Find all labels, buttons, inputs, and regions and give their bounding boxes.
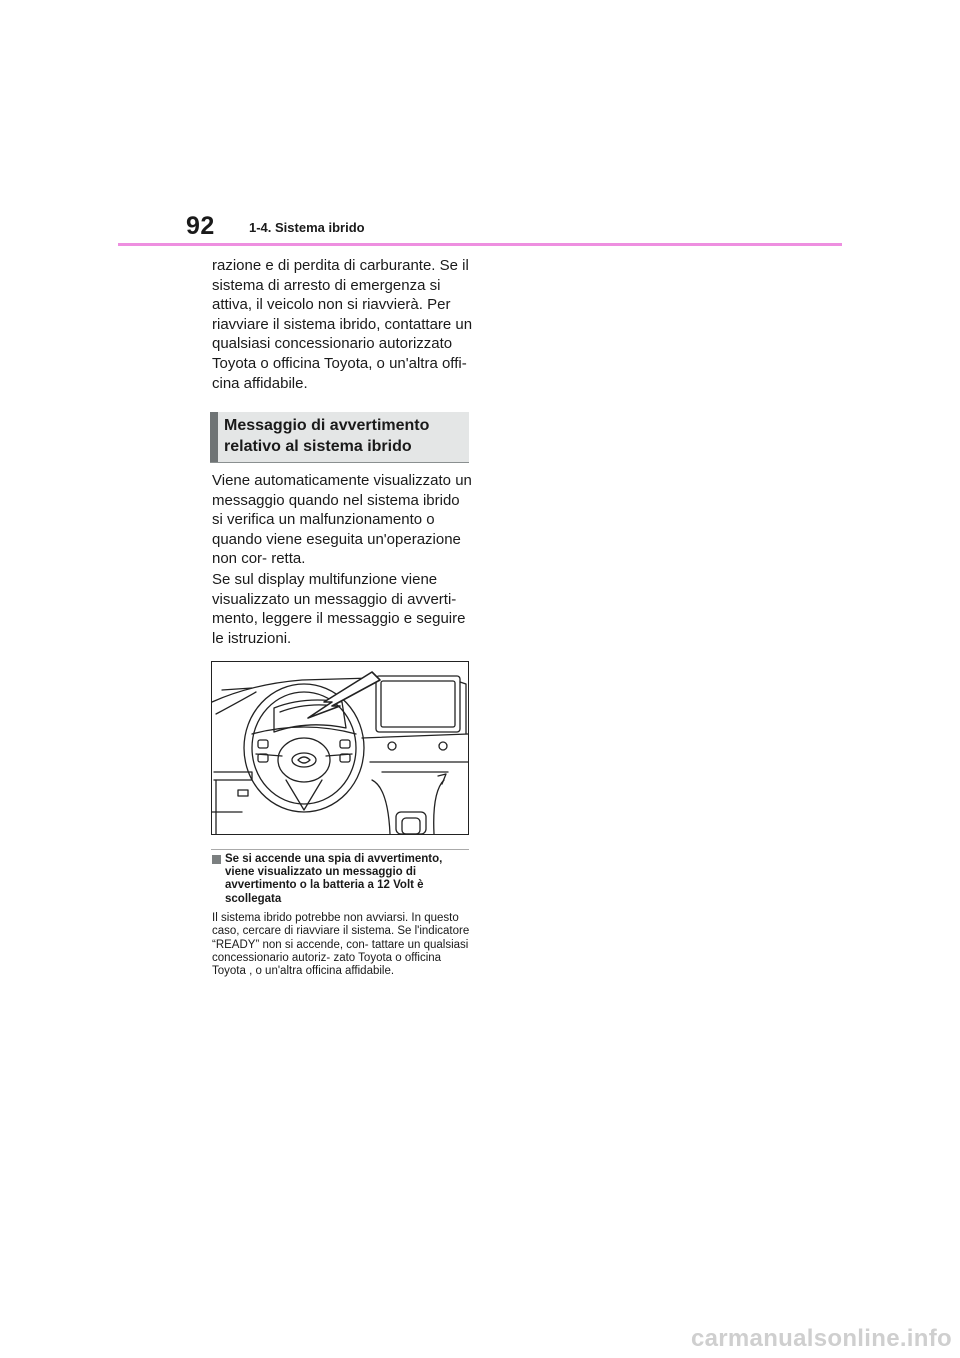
header-rule (118, 243, 842, 246)
section-heading: Messaggio di avvertimento relativo al sistema ibrido (224, 417, 430, 455)
paragraph-2: Viene automaticamente visualizzato un messaggio quando nel sistema ibrido si verifica un malfunzionamento o quando viene eseguita un'operazione non cor- retta. (212, 472, 472, 568)
paragraph-1: razione e di perdita di carburante. Se il sistema di arresto di emergenza si attiva, il veicolo non si riavvierà. Per riavviare il sistema ibrido, contattare un qualsiasi concessionario autorizzato Toyota o officina Toyota, o un'altra offi- cina affidabile. (212, 257, 473, 392)
dashboard-illustration (211, 661, 469, 835)
heading-accent-bar (210, 412, 218, 462)
watermark: carmanualsonline.info (690, 1325, 952, 1352)
note-heading-text: Se si accende una spia di avvertimento, viene visualizzato un messaggio di avvertimento o la batteria a 12 Volt è scollegata (225, 853, 443, 905)
note-heading (212, 853, 472, 906)
page-number: 92 (186, 212, 215, 240)
section-heading-box (210, 412, 469, 463)
steering-wheel (244, 684, 364, 812)
paragraph-3: Se sul display multifunzione viene visualizzato un messaggio di avverti- mento, leggere il messaggio e seguire le istruzioni. (212, 571, 466, 647)
square-bullet-icon (212, 855, 221, 864)
note-block (212, 853, 472, 979)
multimedia-screen (376, 676, 466, 750)
center-console (372, 774, 446, 834)
note-rule (211, 849, 469, 850)
section-title: 1-4. Sistema ibrido (249, 220, 365, 235)
note-body: Il sistema ibrido potrebbe non avviarsi. In questo caso, cercare di riavviare il sistema. Se l'indicatore “READY” non si accende, con- tattare un qualsiasi concessionario autoriz- zato Toyota o officina Toyota , o un'altra officina affidabile. (212, 911, 470, 978)
